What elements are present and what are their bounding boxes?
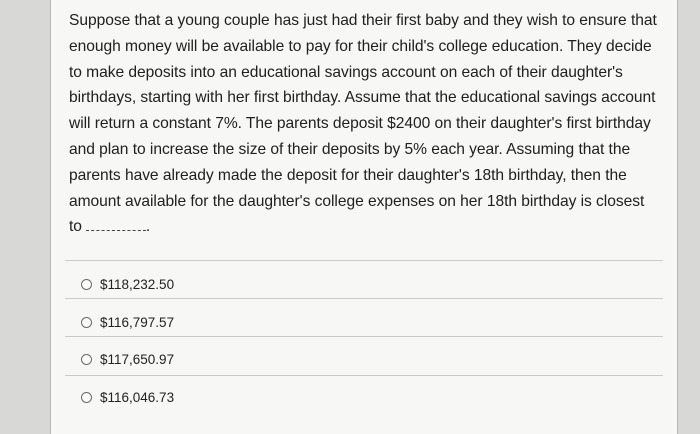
answer-option-4[interactable] — [81, 385, 174, 409]
question-text — [69, 8, 659, 240]
answer-option-2[interactable] — [81, 310, 174, 334]
radio-button-icon[interactable] — [81, 279, 92, 290]
radio-button-icon[interactable] — [81, 354, 92, 365]
answer-option-label: $116,046.73 — [100, 389, 175, 405]
answer-option-1[interactable] — [81, 272, 174, 296]
question-card — [50, 0, 678, 434]
answer-option-label: $117,650.97 — [100, 351, 175, 367]
question-trailing: . — [145, 218, 151, 236]
answer-blank — [86, 218, 146, 231]
question-body: Suppose that a young couple has just had their first baby and they wish to ensure that enough money will be available to pay for their child's college education. They decide to make deposits into an educational savings account on each of their daughter's birthdays, starting with her first birthday. Assume that the educational savings account will return a constant 7%. The parents deposit $2400 on their daughter's first birthday and plan to increase the size of their deposits by 5% each year. Assuming that the parents have already made the deposit for their daughter's 18th birthday, then the amount available for the daughter's college expenses on her 18th birthday is closest to — [69, 12, 657, 236]
divider — [65, 375, 663, 376]
divider — [65, 260, 663, 261]
divider — [65, 336, 663, 337]
divider — [65, 298, 663, 299]
answer-option-label: $118,232.50 — [100, 276, 175, 292]
radio-button-icon[interactable] — [81, 392, 92, 403]
answer-option-3[interactable] — [81, 347, 174, 371]
answer-option-label: $116,797.57 — [100, 314, 175, 330]
radio-button-icon[interactable] — [81, 317, 92, 328]
